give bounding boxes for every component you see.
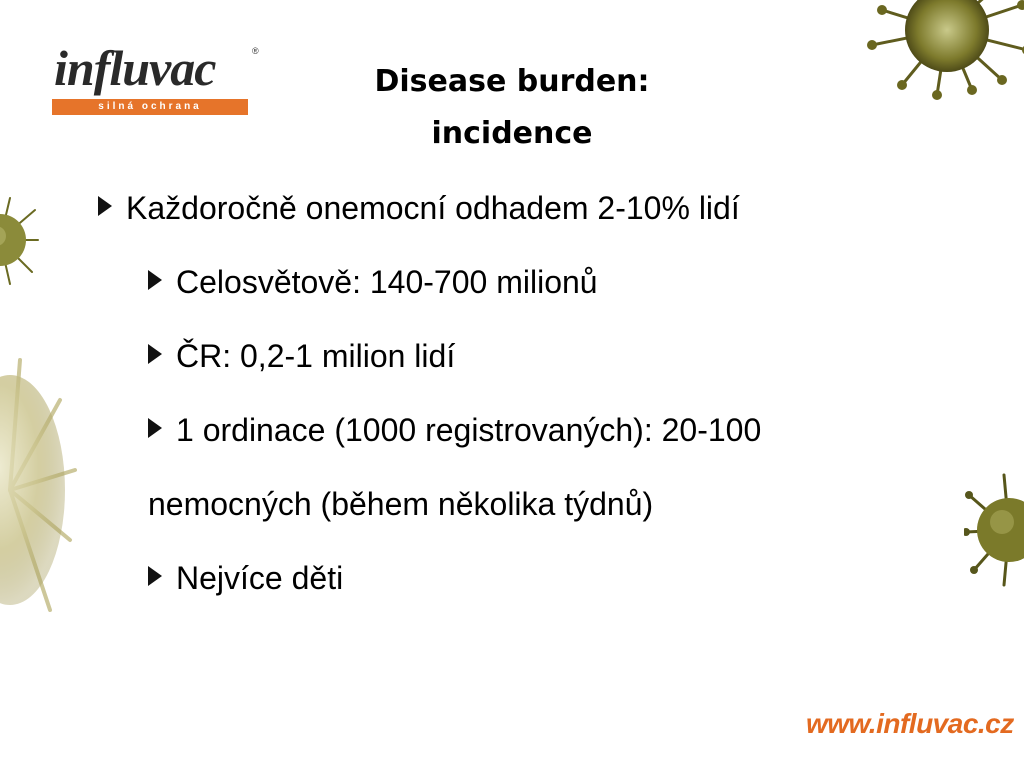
bullet-item-5 xyxy=(148,558,343,598)
right-triangle-arrow-icon xyxy=(98,196,112,216)
website-link[interactable]: www.influvac.cz xyxy=(806,708,1014,739)
right-triangle-arrow-icon xyxy=(148,418,162,438)
logo-wordmark: influvac xyxy=(54,40,216,96)
bullet-text-4: 1 ordinace (1000 registrovaných): 20-100 xyxy=(176,412,762,448)
bullet-item-3 xyxy=(148,336,455,376)
right-triangle-arrow-icon xyxy=(148,270,162,290)
bullet-text-4-continuation: nemocných (během několika týdnů) xyxy=(148,486,654,522)
slide-title-line-1: Disease burden: xyxy=(374,64,650,99)
bullet-item-1 xyxy=(98,188,740,228)
logo-registered-mark: ® xyxy=(252,46,259,56)
bullet-item-4 xyxy=(148,410,761,450)
bullet-text-1: Každoročně onemocní odhadem 2-10% lidí xyxy=(126,190,740,226)
bullet-text-2: Celosvětově: 140-700 milionů xyxy=(176,264,598,300)
logo-tagline: silná ochrana xyxy=(52,99,248,115)
slide-title-line-2: incidence xyxy=(431,116,593,151)
bullet-text-3: ČR: 0,2-1 milion lidí xyxy=(176,338,456,374)
right-triangle-arrow-icon xyxy=(148,566,162,586)
bullet-item-2 xyxy=(148,262,598,302)
right-triangle-arrow-icon xyxy=(148,344,162,364)
bullet-item-4-continuation xyxy=(148,484,653,524)
bullet-text-5: Nejvíce děti xyxy=(176,560,344,596)
